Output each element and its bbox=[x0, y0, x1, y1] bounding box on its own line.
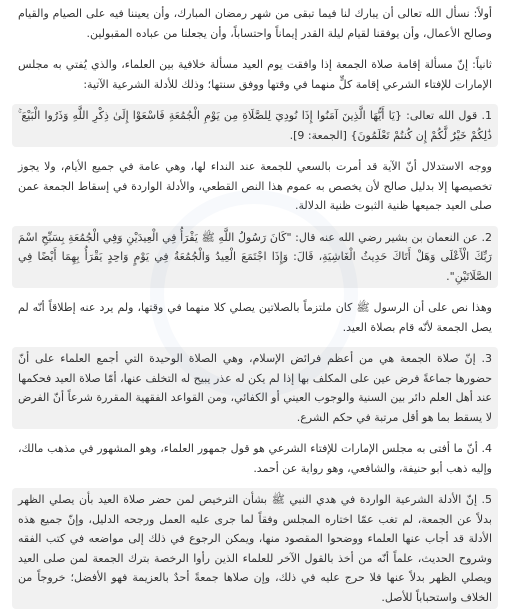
evidence-2-hadith: 2. عن النعمان بن بشير رضي الله عنه قال: "كَانَ رَسُولُ اللَّهِ ﷺ يَقْرَأُ فِي الْعِيدَيْنِ وَفِي الْجُمُعَةِ بِسَبِّحِ اسْمَ رَبِّكَ الْأَعْلَى وَهَلْ أَتَاكَ حَدِيثُ الْغَاشِيَةِ، قَالَ: وَإِذَا اجْتَمَعَ الْعِيدُ وَالْجُمُعَةُ فِي يَوْمٍ وَاحِدٍ يَقْرَأُ بِهِمَا أَيْضًا فِي الصَّلَاتَيْنِ". bbox=[12, 226, 498, 289]
spacer bbox=[12, 147, 498, 155]
evidence-3: 3. إنّ صلاة الجمعة هي من أعظم فرائض الإسلام، وهي الصلاة الوحيدة التي أجمع العلماء على أنّ حضورها جماعةً فرض عين على المكلف بها إذا لم يكن له عذر يبيح له التخلف عنها، أمّا صلاة العيد فحكمها عند أهل العلم دائر بين السنية والوجوب العيني أو الكفائي، ومن القواعد الفقهية المقررة شرعاً أنّ الفرض لا يسقط بما هو أقل مرتبة في حكم الشرع. bbox=[12, 347, 498, 429]
evidence-4: 4. أنّ ما أفتى به مجلس الإمارات للإفتاء الشرعي هو قول جمهور العلماء، وهو المشهور في مذهب مالك، وإليه ذهب أبو حنيفة، والشافعي، وهو رواية عن أحمد. bbox=[18, 442, 492, 475]
intro-paragraph: أولاً: نسأل الله تعالى أن يبارك لنا فيما تبقى من شهر رمضان المبارك، وأن يعيننا فيه على الصيام والقيام وصالح الأعمال، وأن يوفقنا لقيام ليلة القدر إيماناً واحتساباً، وأن يجعلنا من عباده المقبولين. bbox=[18, 7, 492, 40]
spacer bbox=[12, 96, 498, 104]
evidence-1-explanation: ووجه الاستدلال أنّ الآية قد أمرت بالسعي للجمعة عند النداء لها، وهي عامة في جميع الأيام، ولا يجوز تخصيصها إلا بدليل صالح لأن يخصص به عموم هذا النص القطعي، والأدلة الواردة في إسقاط الجمعة عمن صلى العيد جميعها ظنية الثبوت ظنية الدلالة. bbox=[18, 160, 492, 212]
spacer bbox=[12, 45, 498, 53]
evidence-2-explanation: وهذا نص على أن الرسول ﷺ كان ملتزماً بالصلاتين يصلي كلا منهما في وقتها، ولم يرد عنه إطلاقاً أنّه لم يصل الجمعة لأنّه قام بصلاة العيد. bbox=[18, 301, 492, 334]
spacer bbox=[12, 339, 498, 347]
spacer bbox=[12, 218, 498, 226]
spacer bbox=[12, 429, 498, 437]
spacer bbox=[12, 480, 498, 488]
evidence-1-verse: 1. قول الله تعالى: {يَا أَيُّهَا الَّذِينَ آمَنُوا إِذَا نُودِيَ لِلصَّلَاةِ مِن يَوْمِ الْجُمُعَةِ فَاسْعَوْا إِلَىٰ ذِكْرِ اللَّهِ وَذَرُوا الْبَيْعَ ۚ ذَٰلِكُمْ خَيْرٌ لَّكُمْ إِن كُنتُمْ تَعْلَمُونَ} [الجمعة: 9]. bbox=[12, 104, 498, 147]
spacer bbox=[12, 288, 498, 296]
ruling-paragraph: ثانياً: إنّ مسألة إقامة صلاة الجمعة إذا وافقت يوم العيد مسألة خلافية بين العلماء، والذي يُفتي به مجلس الإمارات للإفتاء الشرعي إقامة كلٍّ منهما في وقتها ووفق سنتها؛ وذلك للأدلة الشرعية الآتية: bbox=[18, 58, 492, 91]
evidence-5: 5. إنّ الأدلة الشرعية الواردة في هدي النبي ﷺ بشأن الترخيص لمن حضر صلاة العيد بأن يصلي الظهر بدلاً عن الجمعة، لم تغب عمّا اختاره المجلس وفقاً لما جرى عليه العمل ورجحه الدليل، وإنّ جميع هذه الأدلة قد أجاب عنها العلماء ووضحوا المقصود منها، ويمكن الرجوع في ذلك إلى مواضعه في كتب الفقه وشروح الحديث، علماً أنّه من أخذ بالقول الآخر للعلماء الذين رأوا الرخصة بترك الجمعة لمن صلى العيد ويصلي الظهر بدلاً عنها فلا حرج عليه في ذلك، وإن صلاها جمعةً أحدٌ بالعزيمة فهو الأفضل؛ خروجاً من الخلاف واستحباباً للأصل. bbox=[12, 488, 498, 609]
